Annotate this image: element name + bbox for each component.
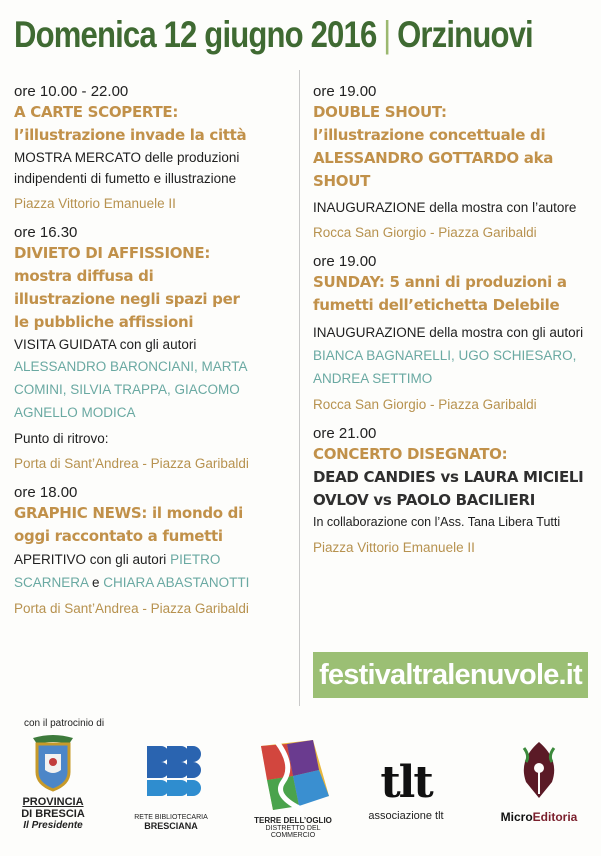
editoria-word: Editoria (532, 810, 578, 824)
rete-name-line: BRESCIANA (144, 821, 198, 831)
event-city: Orzinuovi (397, 14, 533, 55)
meeting-point-label: Punto di ritrovo: (14, 431, 109, 446)
event-description (14, 548, 296, 594)
author-names: PIETRO SCARNERA (14, 552, 221, 590)
event-title-line: SHOUT (313, 172, 371, 190)
terre-name-line: DISTRETTO DEL COMMERCIO (265, 825, 321, 839)
microeditoria-name (492, 810, 586, 824)
event-title-line: illustrazione negli spazi per (14, 290, 240, 308)
event-title-line: DEAD CANDIES vs LAURA MICIELI (313, 468, 584, 486)
event-title-line: DIVIETO DI AFFISSIONE: (14, 244, 211, 262)
author-names: ALESSANDRO BARONCIANI, MARTA COMINI, SILVIA TRAPPA, GIACOMO AGNELLO MODICA (14, 359, 247, 420)
description-text: della mostra con l’autore (425, 200, 577, 215)
event-description (313, 321, 588, 390)
coat-of-arms-icon (23, 732, 83, 794)
event-carte-scoperte (14, 82, 296, 215)
event-graphic-news (14, 483, 296, 620)
terre-name-line: TERRE DELL’OGLIO (254, 816, 332, 825)
associazione-tlt-logo (356, 757, 456, 822)
event-time: ore 18.00 (14, 484, 78, 501)
activity-type: VISITA GUIDATA (14, 337, 117, 352)
provincia-name-line: DI BRESCIA (21, 808, 85, 820)
event-title-line: OVLOV vs PAOLO BACILIERI (313, 491, 536, 509)
description-text: delle produzioni indipendenti di fumetto e illustrazione (14, 150, 240, 186)
event-time: ore 21.00 (313, 425, 377, 442)
event-title-line: A CARTE SCOPERTE: (14, 103, 179, 121)
festival-website-link[interactable]: festivaltralenuvole.it (313, 652, 588, 698)
terre-oglio-mark-icon (253, 736, 333, 814)
page-title (14, 14, 533, 60)
event-description (14, 334, 296, 355)
tlt-name: associazione tlt (368, 810, 444, 822)
activity-type: MOSTRA MERCATO (14, 150, 142, 165)
activity-type: INAUGURAZIONE (313, 200, 426, 215)
provincia-brescia-logo (16, 732, 90, 831)
event-description: In collaborazione con l’Ass. Tana Libera Tutti (313, 515, 561, 529)
patronage-label: con il patrocinio di (24, 718, 105, 729)
event-title-line: l’illustrazione invade la città (14, 126, 247, 144)
event-time: ore 16.30 (14, 224, 78, 241)
event-title-line: GRAPHIC NEWS: il mondo di (14, 504, 243, 522)
rete-bibliotecaria-mark-icon (141, 742, 201, 812)
event-title-line: SUNDAY: 5 anni di produzioni a (313, 273, 567, 291)
event-time: ore 10.00 - 22.00 (14, 83, 129, 100)
conjunction: e (88, 575, 104, 590)
event-location: Rocca San Giorgio - Piazza Garibaldi (313, 397, 537, 412)
activity-type: INAUGURAZIONE (313, 325, 426, 340)
event-location: Rocca San Giorgio - Piazza Garibaldi (313, 225, 537, 240)
event-title-line: mostra diffusa di (14, 267, 154, 285)
tlt-mark: tlt (380, 757, 432, 808)
event-title-line: l’illustrazione concettuale di (313, 126, 546, 144)
event-title-line: DOUBLE SHOUT: (313, 103, 447, 121)
pen-nib-icon (512, 738, 566, 806)
title-separator: | (383, 14, 391, 55)
event-title-line: ALESSANDRO GOTTARDO aka (313, 149, 554, 167)
event-description (313, 197, 588, 218)
author-names: CHIARA ABASTANOTTI (103, 575, 250, 590)
event-location: Porta di Sant’Andrea - Piazza Garibaldi (14, 601, 249, 616)
event-sunday-delebile (313, 252, 588, 416)
event-divieto-affissione (14, 223, 296, 475)
rete-name-line: RETE BIBLIOTECARIA (134, 814, 208, 821)
event-location: Porta di Sant’Andrea - Piazza Garibaldi (14, 456, 249, 471)
event-date: Domenica 12 giugno 2016 (14, 14, 377, 55)
micro-word: Micro (500, 810, 533, 824)
event-time: ore 19.00 (313, 253, 377, 270)
event-title-line: le pubbliche affissioni (14, 313, 194, 331)
column-divider (299, 70, 300, 706)
provincia-name-line: PROVINCIA (22, 796, 84, 808)
microeditoria-logo (492, 738, 586, 824)
description-text: della mostra con gli autori (425, 325, 584, 340)
event-time: ore 19.00 (313, 83, 377, 100)
left-column (14, 76, 296, 628)
event-location: Piazza Vittorio Emanuele II (14, 196, 176, 211)
event-title-line: oggi raccontato a fumetti (14, 527, 223, 545)
author-names: BIANCA BAGNARELLI, UGO SCHIESARO, ANDREA SETTIMO (313, 348, 577, 386)
event-description (14, 147, 296, 189)
event-concerto-disegnato (313, 424, 588, 559)
activity-type: APERITIVO (14, 552, 87, 567)
terre-oglio-logo (244, 736, 342, 839)
event-title-line: fumetti dell’etichetta Delebile (313, 296, 560, 314)
event-location: Piazza Vittorio Emanuele II (313, 540, 475, 555)
event-double-shout (313, 82, 588, 244)
rete-bibliotecaria-logo (132, 742, 210, 831)
provincia-role: Il Presidente (23, 820, 83, 831)
event-title-line: CONCERTO DISEGNATO: (313, 445, 508, 463)
sponsor-logos (14, 718, 589, 848)
description-text: con gli autori (86, 552, 171, 567)
right-column (313, 76, 588, 567)
description-text: con gli autori (116, 337, 197, 352)
